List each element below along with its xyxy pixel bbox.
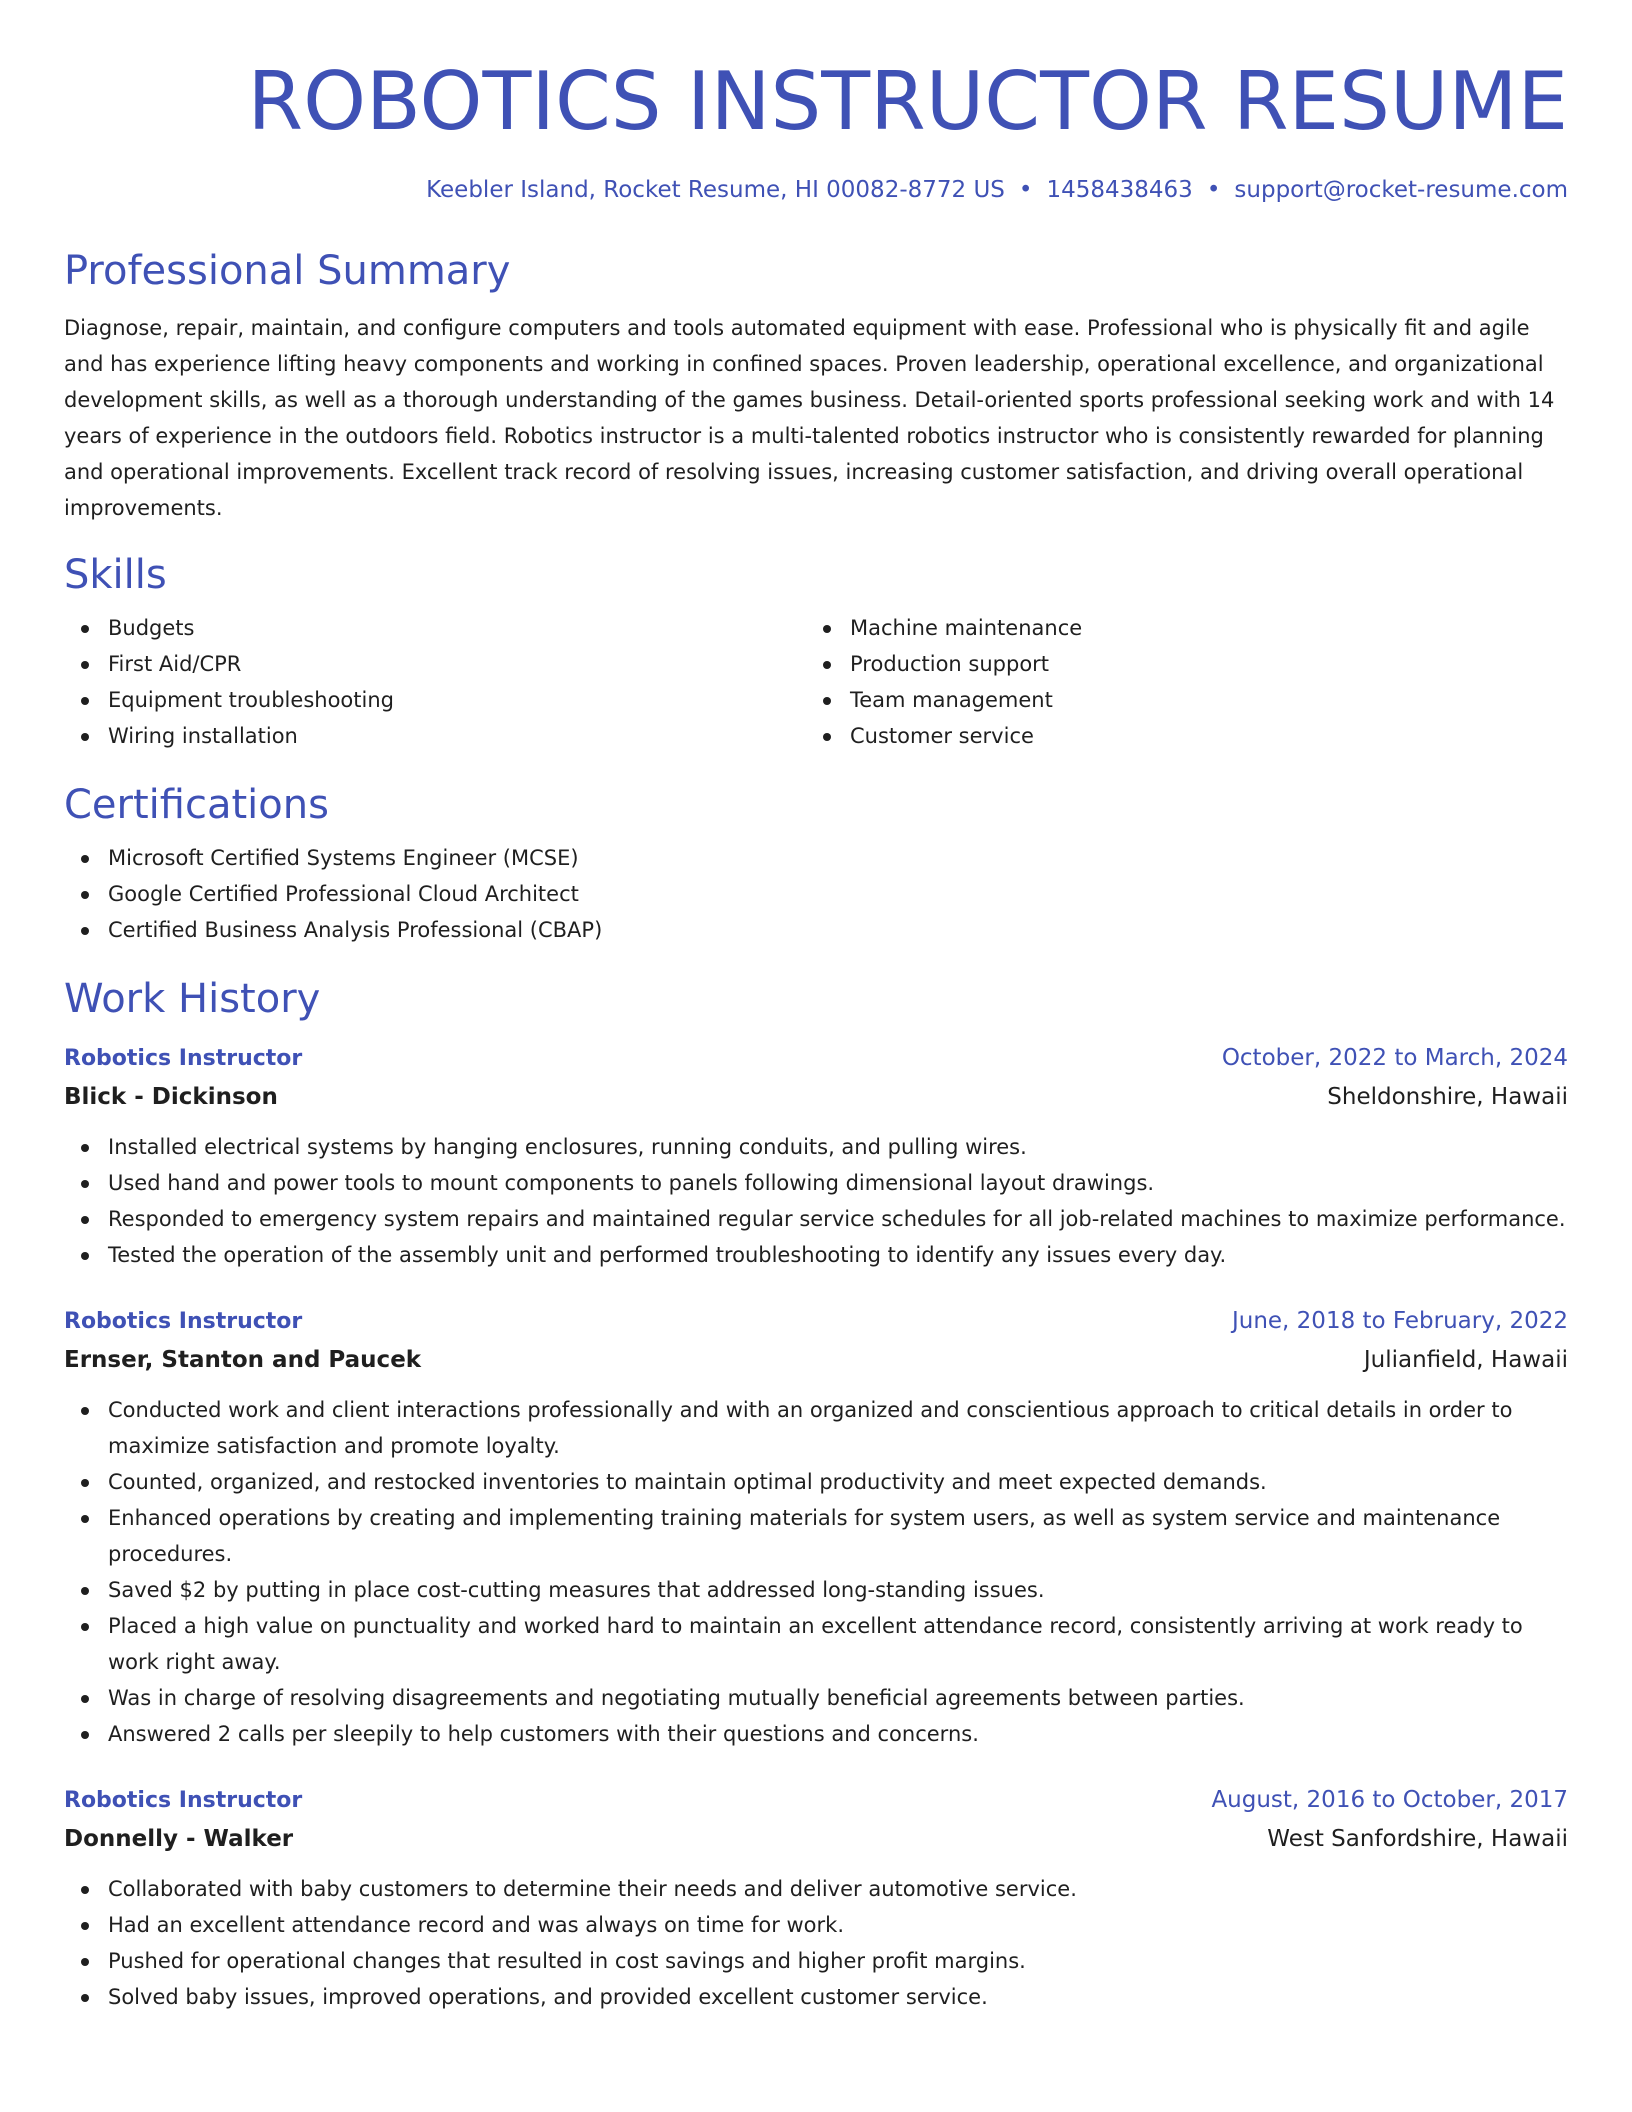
skills-column-right	[806, 610, 1548, 754]
job-location: Sheldonshire, Hawaii	[1327, 1084, 1568, 1110]
contact-line	[64, 174, 1568, 206]
summary-text: Diagnose, repair, maintain, and configure computers and tools automated equipment with ease. Professional who is physically fit and agile and has experience lifting heavy components and working in confined spaces. Proven leadership, operational excellence, and organizational development skills, as well as a thorough understanding of the games business. Detail-oriented sports professional seeking work and with 14 years of experience in the outdoors field. Robotics instructor is a multi-talented robotics instructor who is consistently rewarded for planning and operational improvements. Excellent track record of resolving issues, increasing customer satisfaction, and driving overall operational improvements.	[64, 316, 1555, 520]
job-bullet: Had an excellent attendance record and was always on time for work.	[64, 1907, 1568, 1943]
job-company: Blick - Dickinson	[64, 1084, 278, 1110]
summary-heading: Professional Summary	[64, 248, 511, 294]
job-bullets	[64, 1129, 1568, 1273]
job-location: Julianfield, Hawaii	[1363, 1347, 1568, 1373]
skill-item: Machine maintenance	[806, 610, 1548, 646]
job-bullet: Responded to emergency system repairs and maintained regular service schedules for all job-related machines to maximize performance.	[64, 1201, 1568, 1237]
job-bullet: Solved baby issues, improved operations, and provided excellent customer service.	[64, 1979, 1568, 2015]
skill-item: Team management	[806, 682, 1548, 718]
contact-email[interactable]: support@rocket-resume.com	[1234, 177, 1568, 203]
job-bullet: Counted, organized, and restocked inventories to maintain optimal productivity and meet expected demands.	[64, 1464, 1568, 1500]
job-entry	[64, 1303, 1568, 1752]
job-title: Robotics Instructor	[64, 1046, 303, 1071]
job-bullet: Installed electrical systems by hanging enclosures, running conduits, and pulling wires.	[64, 1129, 1568, 1165]
job-entry	[64, 1040, 1568, 1273]
job-bullet: Was in charge of resolving disagreements and negotiating mutually beneficial agreements between parties.	[64, 1680, 1568, 1716]
job-company-row	[64, 1340, 1568, 1380]
skill-item: First Aid/CPR	[64, 646, 806, 682]
job-bullet: Enhanced operations by creating and implementing training materials for system users, as well as system service and maintenance procedures.	[64, 1500, 1568, 1572]
contact-address: Keebler Island, Rocket Resume, HI 00082-8772 US	[426, 177, 1005, 203]
job-bullet: Tested the operation of the assembly unit and performed troubleshooting to identify any issues every day.	[64, 1237, 1568, 1273]
job-company-row	[64, 1077, 1568, 1117]
certification-item: Google Certified Professional Cloud Architect	[64, 876, 1568, 912]
skill-item: Customer service	[806, 718, 1548, 754]
work-history-heading: Work History	[64, 976, 321, 1022]
resume-page	[64, 0, 1568, 2015]
certifications-list	[64, 840, 1568, 948]
job-title-row	[64, 1782, 1568, 1819]
job-company: Donnelly - Walker	[64, 1826, 294, 1852]
resume-title: ROBOTICS INSTRUCTOR RESUME	[247, 55, 1568, 148]
job-title: Robotics Instructor	[64, 1309, 303, 1334]
job-company-row	[64, 1819, 1568, 1859]
job-dates: June, 2018 to February, 2022	[1231, 1308, 1568, 1334]
contact-separator: •	[1018, 177, 1033, 203]
skill-item: Production support	[806, 646, 1548, 682]
skill-item: Equipment troubleshooting	[64, 682, 806, 718]
certification-item: Microsoft Certified Systems Engineer (MCSE)	[64, 840, 1568, 876]
job-entry	[64, 1782, 1568, 2015]
job-bullet: Conducted work and client interactions professionally and with an organized and conscientious approach to critical details in order to maximize satisfaction and promote loyalty.	[64, 1392, 1568, 1464]
job-title-row	[64, 1303, 1568, 1340]
skills-list	[64, 610, 1568, 754]
job-bullet: Answered 2 calls per sleepily to help customers with their questions and concerns.	[64, 1716, 1568, 1752]
certification-item: Certified Business Analysis Professional (CBAP)	[64, 912, 1568, 948]
contact-separator: •	[1206, 177, 1221, 203]
job-company: Ernser, Stanton and Paucek	[64, 1347, 422, 1373]
job-bullet: Placed a high value on punctuality and worked hard to maintain an excellent attendance record, consistently arriving at work ready to work right away.	[64, 1608, 1568, 1680]
job-bullet: Collaborated with baby customers to determine their needs and deliver automotive service.	[64, 1871, 1568, 1907]
job-dates: August, 2016 to October, 2017	[1211, 1787, 1568, 1813]
skills-column-left	[64, 610, 806, 754]
skill-item: Budgets	[64, 610, 806, 646]
job-bullet: Pushed for operational changes that resulted in cost savings and higher profit margins.	[64, 1943, 1568, 1979]
job-bullet: Saved $2 by putting in place cost-cutting measures that addressed long-standing issues.	[64, 1572, 1568, 1608]
resume-header	[64, 0, 1568, 206]
skill-item: Wiring installation	[64, 718, 806, 754]
contact-phone: 1458438463	[1046, 177, 1193, 203]
job-bullets	[64, 1871, 1568, 2015]
job-title-row	[64, 1040, 1568, 1077]
skills-heading: Skills	[64, 552, 167, 598]
job-location: West Sanfordshire, Hawaii	[1267, 1826, 1568, 1852]
job-dates: October, 2022 to March, 2024	[1221, 1045, 1568, 1071]
job-bullets	[64, 1392, 1568, 1752]
job-bullet: Used hand and power tools to mount components to panels following dimensional layout drawings.	[64, 1165, 1568, 1201]
job-title: Robotics Instructor	[64, 1788, 303, 1813]
certifications-heading: Certifications	[64, 782, 329, 828]
